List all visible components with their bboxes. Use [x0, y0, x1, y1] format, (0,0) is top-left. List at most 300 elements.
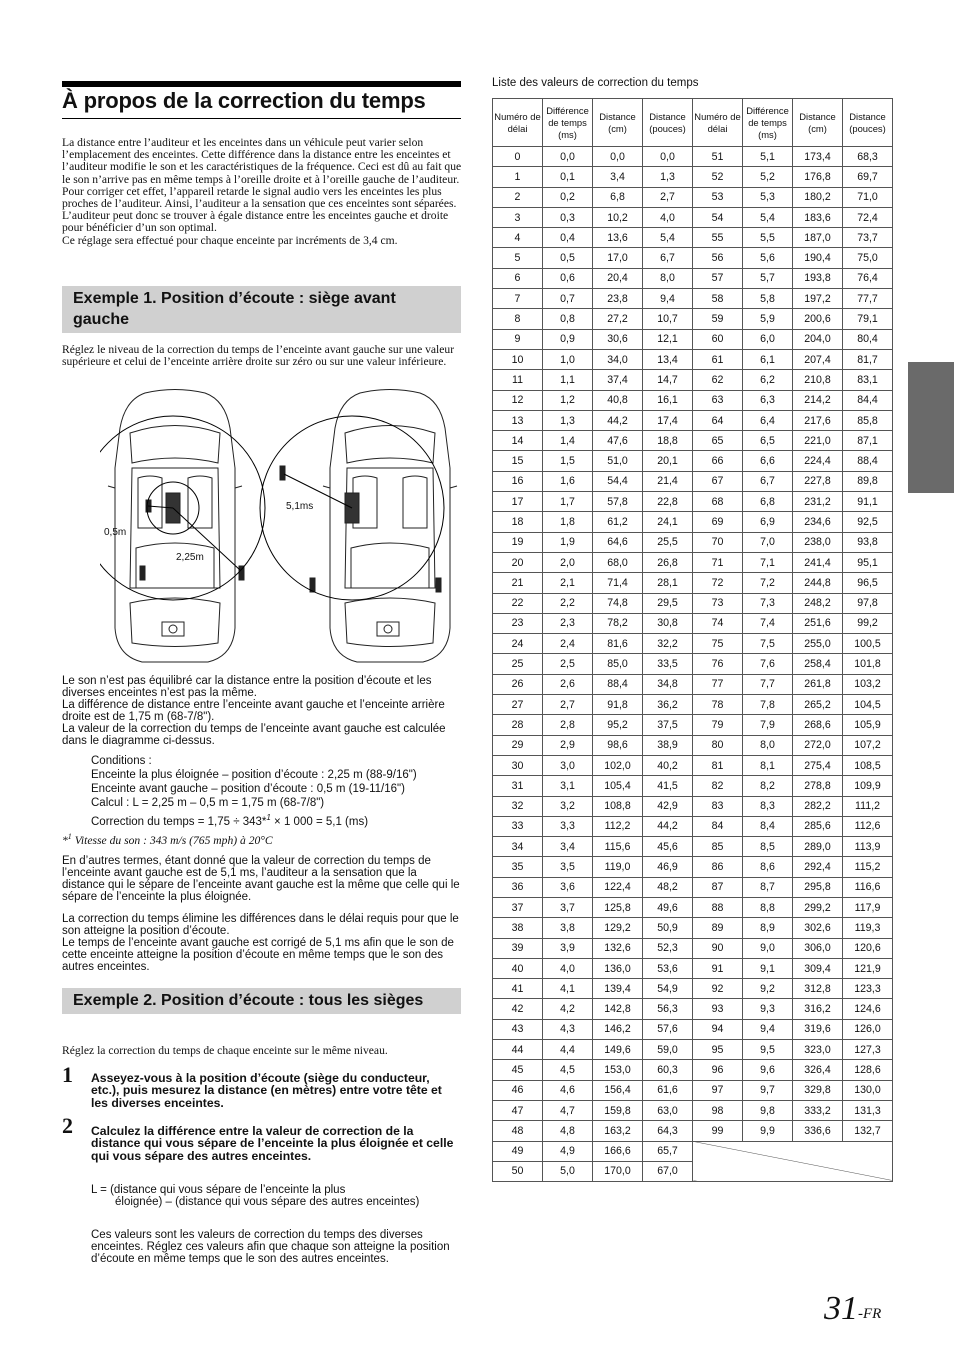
table-cell: 5,2 [743, 167, 793, 187]
table-cell: 6,3 [743, 390, 793, 410]
table-cell: 112,6 [843, 816, 893, 836]
table-cell: 91 [693, 958, 743, 978]
table-cell: 62 [693, 370, 743, 390]
table-cell: 251,6 [793, 613, 843, 633]
table-cell: 120,6 [843, 938, 893, 958]
table-cell: 8,5 [743, 837, 793, 857]
table-cell: 14,7 [643, 370, 693, 390]
table-cell: 76,4 [843, 268, 893, 288]
table-cell: 31 [493, 776, 543, 796]
table-cell: 6,8 [743, 492, 793, 512]
side-tab [908, 362, 954, 493]
table-cell: 180,2 [793, 187, 843, 207]
table-cell: 34,0 [593, 349, 643, 369]
explain-line: La valeur de la correction du temps de l’enceinte avant gauche est calculée dans le diagramme ci-dessus. [62, 723, 446, 748]
table-cell: 4 [493, 228, 543, 248]
table-cell: 268,6 [793, 715, 843, 735]
table-cell: 115,2 [843, 857, 893, 877]
table-cell: 159,8 [593, 1100, 643, 1120]
table-cell: 94 [693, 1019, 743, 1039]
footnote [62, 832, 273, 847]
table-cell: 77 [693, 674, 743, 694]
table-row [493, 187, 893, 207]
closing-block [91, 1229, 461, 1265]
table-cell: 63 [693, 390, 743, 410]
table-cell: 51,0 [593, 451, 643, 471]
table-cell: 65 [693, 431, 743, 451]
condition-line: Calcul : L = 2,25 m – 0,5 m = 1,75 m (68-7/8") [91, 796, 325, 809]
table-cell: 3 [493, 207, 543, 227]
table-cell: 95 [693, 1040, 743, 1060]
table-cell: 2,3 [543, 613, 593, 633]
table-cell: 1,8 [543, 512, 593, 532]
formula-line: L = (distance qui vous sépare de l’enceinte la plus [91, 1184, 346, 1196]
intro-paragraph: Ce réglage sera effectué pour chaque enceinte par incréments de 3,4 cm. [62, 233, 398, 247]
table-cell: 80 [693, 735, 743, 755]
table-cell: 40,2 [643, 755, 693, 775]
header-cell: Distance (pouces) [843, 99, 893, 147]
page-title: À propos de la correction du temps [62, 88, 426, 113]
table-cell: 22,8 [643, 492, 693, 512]
table-row [493, 147, 893, 167]
table-cell: 71,0 [843, 187, 893, 207]
intro-text [62, 137, 462, 247]
table-cell: 20,1 [643, 451, 693, 471]
table-cell: 55 [693, 228, 743, 248]
table-cell: 37,5 [643, 715, 693, 735]
table-cell: 7,8 [743, 695, 793, 715]
table-row [493, 228, 893, 248]
table-cell: 9,3 [743, 999, 793, 1019]
speaker-rear-right-b [436, 578, 441, 592]
table-cell: 299,2 [793, 897, 843, 917]
table-cell: 326,4 [793, 1060, 843, 1080]
conditions-block [91, 755, 463, 829]
table-row [493, 390, 893, 410]
label-far-distance: 2,25m [176, 552, 204, 563]
table-cell: 9,4 [643, 289, 693, 309]
table-cell: 61,2 [593, 512, 643, 532]
table-cell: 40 [493, 958, 543, 978]
table-row [493, 593, 893, 613]
condition-line [91, 811, 463, 830]
table-cell: 7 [493, 289, 543, 309]
table-cell: 100,5 [843, 634, 893, 654]
table-cell: 316,2 [793, 999, 843, 1019]
table-cell: 70 [693, 532, 743, 552]
table-cell: 50,9 [643, 918, 693, 938]
table-cell: 27,2 [593, 309, 643, 329]
table-cell: 53,6 [643, 958, 693, 978]
table-cell: 44,2 [643, 816, 693, 836]
table-cell: 295,8 [793, 877, 843, 897]
table-cell: 73,7 [843, 228, 893, 248]
table-cell: 42,9 [643, 796, 693, 816]
table-cell: 6,1 [743, 349, 793, 369]
table-cell: 64 [693, 410, 743, 430]
table-cell: 89 [693, 918, 743, 938]
table-cell: 85 [693, 837, 743, 857]
table-cell: 28 [493, 715, 543, 735]
table-row [493, 958, 893, 978]
table-row [493, 938, 893, 958]
table-cell: 69,7 [843, 167, 893, 187]
table-cell: 1,9 [543, 532, 593, 552]
example1-after [62, 855, 462, 903]
table-cell: 84,4 [843, 390, 893, 410]
table-cell: 4,9 [543, 1141, 593, 1161]
table-cell: 25 [493, 654, 543, 674]
table-row [493, 309, 893, 329]
table-cell: 6,6 [743, 451, 793, 471]
table-cell: 6,9 [743, 512, 793, 532]
table-cell: 7,4 [743, 613, 793, 633]
table-cell: 333,2 [793, 1100, 843, 1120]
table-row [493, 979, 893, 999]
table-cell: 190,4 [793, 248, 843, 268]
table-cell: 77,7 [843, 289, 893, 309]
table-cell: 5,5 [743, 228, 793, 248]
table-cell: 17 [493, 492, 543, 512]
table-cell: 2,7 [643, 187, 693, 207]
table-cell: 0,7 [543, 289, 593, 309]
table-row [493, 999, 893, 1019]
table-cell: 238,0 [793, 532, 843, 552]
table-cell: 217,6 [793, 410, 843, 430]
page-suffix: -FR [858, 1306, 882, 1322]
table-cell: 3,8 [543, 918, 593, 938]
table-cell: 125,8 [593, 897, 643, 917]
table-cell: 6,7 [643, 248, 693, 268]
table-cell: 2,0 [543, 552, 593, 572]
table-cell: 2,4 [543, 634, 593, 654]
table-cell: 3,5 [543, 857, 593, 877]
table-cell: 0,4 [543, 228, 593, 248]
table-cell: 53 [693, 187, 743, 207]
footnote-mark: * [62, 833, 68, 847]
table-cell: 132,6 [593, 938, 643, 958]
table-cell: 173,4 [793, 147, 843, 167]
table-cell: 4,8 [543, 1121, 593, 1141]
header-cell: Numéro de délai [693, 99, 743, 147]
table-cell: 12 [493, 390, 543, 410]
header-cell: Différence de temps (ms) [543, 99, 593, 147]
table-cell: 4,0 [643, 207, 693, 227]
table-row [493, 918, 893, 938]
table-cell: 124,6 [843, 999, 893, 1019]
table-row [493, 573, 893, 593]
table-cell: 35 [493, 857, 543, 877]
table-cell: 8,3 [743, 796, 793, 816]
table-cell: 39 [493, 938, 543, 958]
table-row [493, 289, 893, 309]
table-cell: 261,8 [793, 674, 843, 694]
table-cell: 24,1 [643, 512, 693, 532]
table-cell: 88,4 [843, 451, 893, 471]
table-cell: 241,4 [793, 552, 843, 572]
table-row [493, 715, 893, 735]
table-cell: 1,1 [543, 370, 593, 390]
table-cell: 54,9 [643, 979, 693, 999]
table-cell: 81 [693, 755, 743, 775]
table-cell: 23 [493, 613, 543, 633]
example2-text [62, 1045, 462, 1057]
table-cell: 8,8 [743, 897, 793, 917]
table-cell: 64,3 [643, 1121, 693, 1141]
table-cell: 258,4 [793, 654, 843, 674]
table-cell: 5,4 [743, 207, 793, 227]
table-row [493, 654, 893, 674]
table-cell: 83 [693, 796, 743, 816]
table-row [493, 1121, 893, 1141]
table-cell: 101,8 [843, 654, 893, 674]
table-cell: 96,5 [843, 573, 893, 593]
table-cell: 112,2 [593, 816, 643, 836]
table-row [493, 695, 893, 715]
table-cell: 95,2 [593, 715, 643, 735]
table-cell: 6,8 [593, 187, 643, 207]
table-cell: 28,1 [643, 573, 693, 593]
table-cell: 193,8 [793, 268, 843, 288]
table-cell: 3,4 [593, 167, 643, 187]
table-cell: 44,2 [593, 410, 643, 430]
table-row [493, 857, 893, 877]
table-cell: 132,7 [843, 1121, 893, 1141]
table-cell: 108,8 [593, 796, 643, 816]
table-cell: 127,3 [843, 1040, 893, 1060]
table-cell: 21,4 [643, 471, 693, 491]
table-header-row [493, 99, 893, 147]
table-cell: 197,2 [793, 289, 843, 309]
table-cell: 4,0 [543, 958, 593, 978]
example2-heading: Exemple 2. Position d’écoute : tous les sièges [62, 988, 461, 1014]
table-cell: 14 [493, 431, 543, 451]
speaker-virtual-front-left [280, 466, 285, 480]
table-cell: 336,6 [793, 1121, 843, 1141]
table-cell: 115,6 [593, 837, 643, 857]
table-row [493, 776, 893, 796]
table-cell: 45 [493, 1060, 543, 1080]
table-cell: 57 [693, 268, 743, 288]
table-cell: 79 [693, 715, 743, 735]
table-row [493, 512, 893, 532]
formula-line: éloignée) – (distance qui vous sépare des autres enceintes) [115, 1196, 420, 1209]
example2-instruction: Réglez la correction du temps de chaque enceinte sur le même niveau. [62, 1044, 388, 1057]
table-cell: 68,3 [843, 147, 893, 167]
table-cell: 255,0 [793, 634, 843, 654]
table-cell: 8,0 [743, 735, 793, 755]
table-cell: 76 [693, 654, 743, 674]
table-cell: 91,8 [593, 695, 643, 715]
table-cell: 4,4 [543, 1040, 593, 1060]
table-cell: 2,7 [543, 695, 593, 715]
table-cell: 5,7 [743, 268, 793, 288]
table-cell: 92,5 [843, 512, 893, 532]
table-row [493, 431, 893, 451]
table-row [493, 1019, 893, 1039]
table-cell: 81,7 [843, 349, 893, 369]
table-cell: 8 [493, 309, 543, 329]
table-cell: 80,4 [843, 329, 893, 349]
table-cell: 3,4 [543, 837, 593, 857]
table-cell: 2,5 [543, 654, 593, 674]
table-cell: 2,6 [543, 674, 593, 694]
table-cell: 0,2 [543, 187, 593, 207]
table-cell: 99,2 [843, 613, 893, 633]
table-cell: 36,2 [643, 695, 693, 715]
table-cell: 69 [693, 512, 743, 532]
table-cell: 149,6 [593, 1040, 643, 1060]
table-cell: 57,8 [593, 492, 643, 512]
table-cell: 108,5 [843, 755, 893, 775]
table-cell: 8,4 [743, 816, 793, 836]
table-cell: 7,1 [743, 552, 793, 572]
table-cell: 90 [693, 938, 743, 958]
table-row [493, 552, 893, 572]
table-cell: 9 [493, 329, 543, 349]
title-bar [62, 81, 461, 87]
table-cell: 0,0 [643, 147, 693, 167]
table-cell: 40,8 [593, 390, 643, 410]
table-cell: 231,2 [793, 492, 843, 512]
table-row [493, 897, 893, 917]
table-cell: 272,0 [793, 735, 843, 755]
table-cell: 107,2 [843, 735, 893, 755]
table-cell: 34 [493, 837, 543, 857]
table-cell: 97,8 [843, 593, 893, 613]
table-empty-cell [693, 1141, 893, 1182]
table-cell: 29 [493, 735, 543, 755]
table-cell: 9,8 [743, 1100, 793, 1120]
table-cell: 16 [493, 471, 543, 491]
table-cell: 3,7 [543, 897, 593, 917]
table-cell: 50 [493, 1161, 543, 1181]
table-cell: 153,0 [593, 1060, 643, 1080]
table-cell: 5,1 [743, 147, 793, 167]
table-cell: 7,3 [743, 593, 793, 613]
table-cell: 292,4 [793, 857, 843, 877]
table-cell: 7,9 [743, 715, 793, 735]
table-cell: 136,0 [593, 958, 643, 978]
table-cell: 227,8 [793, 471, 843, 491]
table-cell: 18 [493, 512, 543, 532]
label-near-distance: 0,5m [104, 527, 127, 538]
table-cell: 5,9 [743, 309, 793, 329]
table-cell: 204,0 [793, 329, 843, 349]
table-cell: 71,4 [593, 573, 643, 593]
table-cell: 78,2 [593, 613, 643, 633]
table-body [493, 147, 893, 1182]
table-cell: 111,2 [843, 796, 893, 816]
intro-paragraph: La distance entre l’auditeur et les enceintes dans un véhicule peut varier selon l’emplacement des enceintes. Cette différence dans la distance entre les enceintes et l’auditeur modifie le son et les caractéristiques de la fréquence. Ceci est dû au fait que le son n’arrive pas en même temps à l’oreille droite et à l’oreille gauche de l’auditeur. [62, 136, 462, 186]
header-cell: Numéro de délai [493, 99, 543, 147]
table-cell: 59,0 [643, 1040, 693, 1060]
table-cell: 4,5 [543, 1060, 593, 1080]
table-cell: 45,6 [643, 837, 693, 857]
example1-explain [62, 675, 462, 748]
table-cell: 6,5 [743, 431, 793, 451]
table-cell: 46 [493, 1080, 543, 1100]
table-row [493, 451, 893, 471]
table-cell: 47 [493, 1100, 543, 1120]
table-cell: 67,0 [643, 1161, 693, 1181]
table-cell: 89,8 [843, 471, 893, 491]
table-cell: 74,8 [593, 593, 643, 613]
after-paragraph: En d’autres termes, étant donné que la valeur de correction du temps de l’enceinte avant gauche est de 5,1 ms, l’auditeur a la sensation que la distance qui le sépare de l’enceinte avant gauche est la même que celle qui le sépare de l’enceinte la plus éloignée. [62, 855, 460, 904]
table-cell: 6 [493, 268, 543, 288]
table-cell: 5,6 [743, 248, 793, 268]
table-cell: 319,6 [793, 1019, 843, 1039]
table-cell: 15 [493, 451, 543, 471]
table-cell: 105,4 [593, 776, 643, 796]
table-row [493, 1141, 893, 1161]
intro-paragraph: Pour corriger cet effet, l’appareil retarde le signal audio vers les enceintes les plus proches de l’auditeur. Ainsi, l’auditeur a la sensation que ces enceintes sont séparées. L’auditeur peut donc se trouver à égale distance entre les enceintes gauche et droite pour bénéficier d’un son optimal. [62, 184, 457, 235]
header-cell: Distance (pouces) [643, 99, 693, 147]
table-cell: 214,2 [793, 390, 843, 410]
table-cell: 5 [493, 248, 543, 268]
time-correction-table [492, 98, 893, 1182]
table-cell: 7,2 [743, 573, 793, 593]
table-cell: 13,4 [643, 349, 693, 369]
example1-heading: Exemple 1. Position d’écoute : siège avant gauche [62, 286, 461, 333]
table-cell: 85,0 [593, 654, 643, 674]
table-cell: 7,7 [743, 674, 793, 694]
table-cell: 5,3 [743, 187, 793, 207]
table-cell: 93,8 [843, 532, 893, 552]
table-cell: 142,8 [593, 999, 643, 1019]
table-cell: 156,4 [593, 1080, 643, 1100]
closing-text: Ces valeurs sont les valeurs de correction du temps des diverses enceintes. Réglez ces valeurs afin que chaque son atteigne la position d’écoute en même temps que le son des autres enceintes. [91, 1229, 450, 1266]
table-row [493, 613, 893, 633]
table-cell: 7,0 [743, 532, 793, 552]
table-row [493, 167, 893, 187]
table-cell: 200,6 [793, 309, 843, 329]
after-paragraph: Le temps de l’enceinte avant gauche est corrigé de 5,1 ms afin que le son de cette enceinte atteigne la position d’écoute en même temps que le son des autres enceintes. [62, 937, 454, 974]
table-row [493, 410, 893, 430]
table-row [493, 268, 893, 288]
formula-text: Correction du temps = 1,75 ÷ 343* [91, 815, 267, 828]
table-row [493, 1060, 893, 1080]
table-cell: 18,8 [643, 431, 693, 451]
table-cell: 116,6 [843, 877, 893, 897]
table-cell: 56,3 [643, 999, 693, 1019]
table-cell: 36 [493, 877, 543, 897]
table-cell: 1,5 [543, 451, 593, 471]
table-row [493, 877, 893, 897]
table-cell: 68 [693, 492, 743, 512]
table-row [493, 1100, 893, 1120]
table-cell: 30,6 [593, 329, 643, 349]
table-cell: 126,0 [843, 1019, 893, 1039]
table-cell: 123,3 [843, 979, 893, 999]
table-caption: Liste des valeurs de correction du temps [492, 77, 699, 89]
table-cell: 17,4 [643, 410, 693, 430]
table-cell: 187,0 [793, 228, 843, 248]
table-cell: 170,0 [593, 1161, 643, 1181]
table-cell: 72,4 [843, 207, 893, 227]
table-cell: 63,0 [643, 1100, 693, 1120]
table-cell: 88,4 [593, 674, 643, 694]
table-cell: 306,0 [793, 938, 843, 958]
table-cell: 88 [693, 897, 743, 917]
table-cell: 9,6 [743, 1060, 793, 1080]
table-cell: 8,0 [643, 268, 693, 288]
table-cell: 2,2 [543, 593, 593, 613]
table-cell: 7,5 [743, 634, 793, 654]
table-cell: 224,4 [793, 451, 843, 471]
table-cell: 13 [493, 410, 543, 430]
table-cell: 17,0 [593, 248, 643, 268]
